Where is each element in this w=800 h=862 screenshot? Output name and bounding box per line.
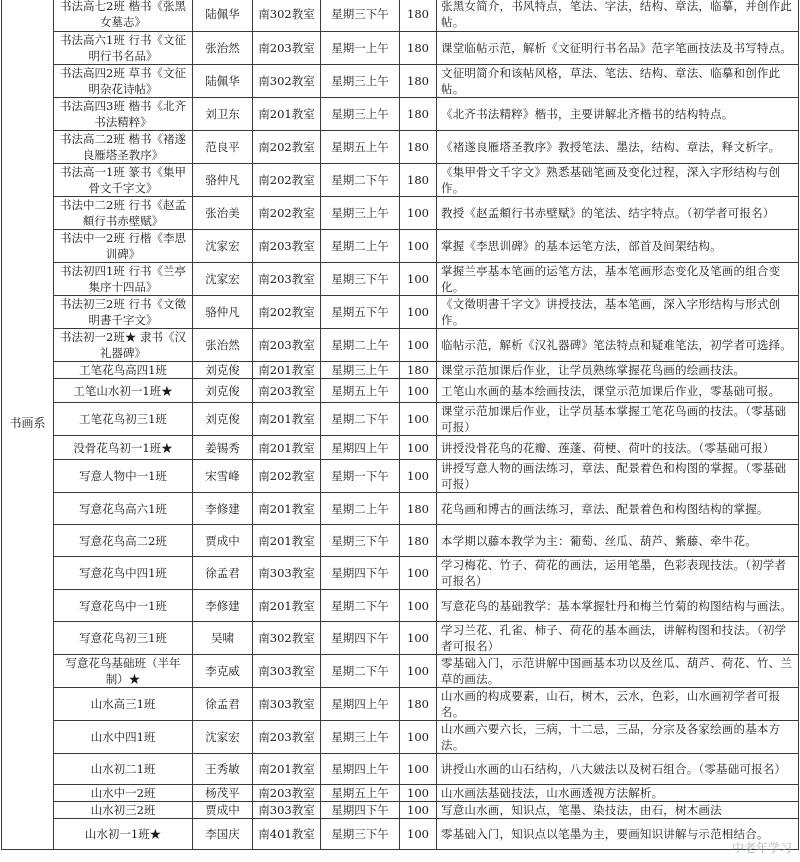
classroom: 南201教室 <box>253 754 321 785</box>
table-row <box>2 819 799 850</box>
table-row <box>2 590 799 622</box>
class-time: 星期四上午 <box>321 436 400 460</box>
teacher-name: 宋雪峰 <box>193 460 253 493</box>
table-row <box>2 32 799 65</box>
teacher-name: 沈家宏 <box>193 230 253 263</box>
course-description: 山水画法基础技法，山水画透视方法解析。 <box>437 785 799 802</box>
course-fee: 100 <box>400 557 437 590</box>
table-row <box>2 493 799 525</box>
class-time: 星期三上午 <box>321 197 400 230</box>
class-time: 星期二下午 <box>321 403 400 436</box>
class-time: 星期一上午 <box>321 32 400 65</box>
course-name: 写意花鸟基础班（半年制）★ <box>54 655 193 688</box>
class-time: 星期三上午 <box>321 721 400 754</box>
course-name: 工笔花鸟初三1班 <box>54 403 193 436</box>
table-row <box>2 557 799 590</box>
course-description: 山水画六要六长，三病，十二忌，三品，分宗及各家绘画的基本方法。 <box>437 721 799 754</box>
class-time: 星期五上午 <box>321 131 400 164</box>
table-row <box>2 263 799 296</box>
teacher-name: 贾成中 <box>193 802 253 819</box>
course-fee: 180 <box>400 65 437 98</box>
classroom: 南303教室 <box>253 655 321 688</box>
course-name: 写意花鸟初三1班 <box>54 622 193 655</box>
course-description: 《北齐书法精粹》楷书，主要讲解北齐楷书的结构特点。 <box>437 98 799 131</box>
course-fee: 100 <box>400 329 437 362</box>
course-name: 写意花鸟高六1班 <box>54 493 193 525</box>
course-name: 山水中四1班 <box>54 721 193 754</box>
class-time: 星期二下午 <box>321 590 400 622</box>
table-row <box>2 436 799 460</box>
teacher-name: 贾成中 <box>193 525 253 557</box>
course-description: 讲授山水画的山石结构，八大皴法以及树石组合。（零基础可报名） <box>437 754 799 785</box>
classroom: 南202教室 <box>253 460 321 493</box>
teacher-name: 范良平 <box>193 131 253 164</box>
class-time: 星期四下午 <box>321 622 400 655</box>
class-time: 星期五上午 <box>321 379 400 403</box>
course-name: 书法初三2班 行书《文徵明書千字文》 <box>54 296 193 329</box>
course-fee: 180 <box>400 688 437 721</box>
class-time: 星期四下午 <box>321 802 400 819</box>
teacher-name: 刘克俊 <box>193 362 253 379</box>
class-time: 星期二下午 <box>321 655 400 688</box>
table-row <box>2 754 799 785</box>
course-description: 《文徵明書千字文》讲授技法，基本笔画，深入字形结构与形式创作。 <box>437 296 799 329</box>
course-name: 工笔花鸟高四1班 <box>54 362 193 379</box>
course-description: 零基础入门，示范讲解中国画基本功以及丝瓜、葫芦、荷花、竹、兰草的画法。 <box>437 655 799 688</box>
course-name: 书法高四3班 楷书《北齐书法精粹》 <box>54 98 193 131</box>
classroom: 南201教室 <box>253 403 321 436</box>
table-row <box>2 785 799 802</box>
class-time: 星期四下午 <box>321 557 400 590</box>
teacher-name: 徐孟君 <box>193 557 253 590</box>
course-name: 书法高四2班 草书《文征明杂花诗帖》 <box>54 65 193 98</box>
course-name: 山水中一2班 <box>54 785 193 802</box>
classroom: 南201教室 <box>253 590 321 622</box>
classroom: 南201教室 <box>253 436 321 460</box>
course-name: 工笔山水初一1班★ <box>54 379 193 403</box>
teacher-name: 刘克俊 <box>193 403 253 436</box>
course-fee: 100 <box>400 785 437 802</box>
course-name: 山水初二1班 <box>54 754 193 785</box>
teacher-name: 张治然 <box>193 32 253 65</box>
teacher-name: 骆仲凡 <box>193 164 253 197</box>
course-fee: 100 <box>400 655 437 688</box>
course-description: 文征明简介和该帖风格，草法、笔法、结构、章法、临摹和创作此帖。 <box>437 65 799 98</box>
course-fee: 100 <box>400 379 437 403</box>
course-name: 山水高三1班 <box>54 688 193 721</box>
classroom: 南201教室 <box>253 525 321 557</box>
course-name: 书法初一2班★ 隶书《汉礼器碑》 <box>54 329 193 362</box>
course-fee: 100 <box>400 460 437 493</box>
class-time: 星期四上午 <box>321 688 400 721</box>
course-fee: 180 <box>400 0 437 32</box>
course-fee: 100 <box>400 436 437 460</box>
classroom: 南203教室 <box>253 379 321 403</box>
course-fee: 180 <box>400 525 437 557</box>
teacher-name: 杨茂平 <box>193 785 253 802</box>
course-name: 书法高七2班 楷书《张黑女墓志》 <box>54 0 193 32</box>
course-name: 写意花鸟高二2班 <box>54 525 193 557</box>
course-name: 书法高六1班 行书《文征明行书名品》 <box>54 32 193 65</box>
course-fee: 100 <box>400 403 437 436</box>
teacher-name: 陆佩华 <box>193 65 253 98</box>
course-fee: 100 <box>400 197 437 230</box>
course-name: 山水初三2班 <box>54 802 193 819</box>
course-description: 课堂临帖示范，解析《文征明行书名品》范字笔画技法及书写特点。 <box>437 32 799 65</box>
course-fee: 180 <box>400 98 437 131</box>
classroom: 南201教室 <box>253 98 321 131</box>
table-row <box>2 362 799 379</box>
course-description: 零基础入门，知识点以笔墨为主，要画知识讲解与示范相结合。 <box>437 819 799 850</box>
classroom: 南203教室 <box>253 230 321 263</box>
course-description: 课堂示范加课后作业，让学员熟练掌握花鸟画的绘画技法。 <box>437 362 799 379</box>
course-description: 课堂示范加课后作业，让学员基本掌握工笔花鸟画的技法。（零基础可报） <box>437 403 799 436</box>
classroom: 南302教室 <box>253 65 321 98</box>
class-time: 星期三下午 <box>321 0 400 32</box>
class-time: 星期五下午 <box>321 296 400 329</box>
classroom: 南203教室 <box>253 32 321 65</box>
class-time: 星期四上午 <box>321 754 400 785</box>
course-fee: 100 <box>400 296 437 329</box>
department-cell: 书画系 <box>2 0 54 850</box>
class-time: 星期三上午 <box>321 362 400 379</box>
class-time: 星期一下午 <box>321 460 400 493</box>
teacher-name: 张治然 <box>193 329 253 362</box>
classroom: 南302教室 <box>253 622 321 655</box>
course-description: 花鸟画和博古的画法练习，章法、配景着色和构图结构的掌握。 <box>437 493 799 525</box>
table-row <box>2 721 799 754</box>
teacher-name: 骆仲凡 <box>193 296 253 329</box>
class-time: 星期五上午 <box>321 785 400 802</box>
course-name: 写意人物中一1班 <box>54 460 193 493</box>
course-name: 没骨花鸟初一1班★ <box>54 436 193 460</box>
course-name: 书法中二2班 行书《赵孟頫行书赤壁赋》 <box>54 197 193 230</box>
teacher-name: 吴啸 <box>193 622 253 655</box>
class-time: 星期二下午 <box>321 164 400 197</box>
teacher-name: 王秀敏 <box>193 754 253 785</box>
classroom: 南303教室 <box>253 802 321 819</box>
teacher-name: 李修建 <box>193 493 253 525</box>
course-fee: 100 <box>400 721 437 754</box>
class-time: 星期三下午 <box>321 819 400 850</box>
course-name: 写意花鸟中一1班 <box>54 590 193 622</box>
class-time: 星期三上午 <box>321 65 400 98</box>
course-description: 掌握《李思训碑》的基本运笔方法，部首及间架结构。 <box>437 230 799 263</box>
course-description: 写意山水画，知识点，笔墨、染技法，由石，树木画法 <box>437 802 799 819</box>
teacher-name: 沈家宏 <box>193 721 253 754</box>
classroom: 南202教室 <box>253 296 321 329</box>
class-time: 星期二上午 <box>321 329 400 362</box>
course-name: 书法高二2班 楷书《褚遂良雁塔圣教序》 <box>54 131 193 164</box>
table-row <box>2 802 799 819</box>
table-row <box>2 403 799 436</box>
class-time: 星期三上午 <box>321 98 400 131</box>
classroom: 南202教室 <box>253 164 321 197</box>
classroom: 南203教室 <box>253 263 321 296</box>
table-row <box>2 296 799 329</box>
course-fee: 100 <box>400 590 437 622</box>
teacher-name: 徐孟君 <box>193 688 253 721</box>
classroom: 南203教室 <box>253 721 321 754</box>
classroom: 南202教室 <box>253 131 321 164</box>
classroom: 南201教室 <box>253 362 321 379</box>
teacher-name: 李国庆 <box>193 819 253 850</box>
course-description: 山水画的构成要素，山石，树木，云水，色彩，山水画初学者可报名。 <box>437 688 799 721</box>
classroom: 南303教室 <box>253 557 321 590</box>
course-table <box>1 0 799 850</box>
teacher-name: 刘卫东 <box>193 98 253 131</box>
table-row <box>2 655 799 688</box>
class-time: 星期三下午 <box>321 525 400 557</box>
class-time: 星期二上午 <box>321 230 400 263</box>
table-row <box>2 65 799 98</box>
watermark-text: 中老年学习 <box>731 841 792 855</box>
table-row <box>2 0 799 32</box>
course-name: 书法中一2班 行楷《李思训碑》 <box>54 230 193 263</box>
course-name: 书法高一1班 篆书《集甲骨文千字文》 <box>54 164 193 197</box>
classroom: 南303教室 <box>253 688 321 721</box>
teacher-name: 姜锡秀 <box>193 436 253 460</box>
course-fee: 180 <box>400 32 437 65</box>
teacher-name: 李修建 <box>193 590 253 622</box>
course-description: 学习梅花、竹子、荷花的画法，运用笔墨，色彩表现技法。（初学者可报名） <box>437 557 799 590</box>
table-row <box>2 329 799 362</box>
course-name: 书法初四1班 行书《兰亭集序十四品》 <box>54 263 193 296</box>
course-description: 本学期以藤本教学为主：葡萄、丝瓜、葫芦、紫藤、牵牛花。 <box>437 525 799 557</box>
course-description: 学习兰花、孔雀、柿子、荷花的基本画法，讲解构图和技法。（初学者可报名） <box>437 622 799 655</box>
table-row <box>2 131 799 164</box>
table-row <box>2 164 799 197</box>
course-fee: 100 <box>400 622 437 655</box>
course-fee: 100 <box>400 802 437 819</box>
table-row <box>2 230 799 263</box>
table-row <box>2 460 799 493</box>
teacher-name: 陆佩华 <box>193 0 253 32</box>
course-fee: 100 <box>400 819 437 850</box>
table-row <box>2 197 799 230</box>
course-name: 写意花鸟中四1班 <box>54 557 193 590</box>
teacher-name: 张治美 <box>193 197 253 230</box>
course-description: 工笔山水画的基本绘画技法，课堂示范加课后作业，零基础可报。 <box>437 379 799 403</box>
teacher-name: 李克威 <box>193 655 253 688</box>
course-fee: 180 <box>400 131 437 164</box>
course-description: 写意花鸟的基础教学：基本掌握牡丹和梅兰竹菊的构图结构与画法。 <box>437 590 799 622</box>
table-row <box>2 622 799 655</box>
teacher-name: 沈家宏 <box>193 263 253 296</box>
course-description: 讲授没骨花鸟的花瓣、莲蓬、荷梗、荷叶的技法。（零基础可报） <box>437 436 799 460</box>
course-fee: 180 <box>400 493 437 525</box>
classroom: 南302教室 <box>253 0 321 32</box>
classroom: 南203教室 <box>253 329 321 362</box>
classroom: 南202教室 <box>253 197 321 230</box>
classroom: 南203教室 <box>253 785 321 802</box>
classroom: 南401教室 <box>253 819 321 850</box>
course-description: 掌握兰亭基本笔画的运笔方法，基本笔画形态变化及笔画的组合变化。 <box>437 263 799 296</box>
course-rows <box>2 0 799 850</box>
course-fee: 180 <box>400 164 437 197</box>
course-fee: 180 <box>400 362 437 379</box>
classroom: 南201教室 <box>253 493 321 525</box>
course-description: 张黑女简介，书风特点，笔法、字法，结构、章法，临摹，并创作此帖。 <box>437 0 799 32</box>
course-fee: 100 <box>400 754 437 785</box>
table-row <box>2 98 799 131</box>
course-fee: 100 <box>400 230 437 263</box>
course-name: 山水初一1班★ <box>54 819 193 850</box>
course-description: 讲授写意人物的画法练习，章法、配景着色和构图的掌握。（零基础可报） <box>437 460 799 493</box>
course-description: 《褚遂良雁塔圣教序》教授笔法、墨法，结构、章法，释文析字。 <box>437 131 799 164</box>
class-time: 星期二上午 <box>321 493 400 525</box>
class-time: 星期三下午 <box>321 263 400 296</box>
course-description: 临帖示范，解析《汉礼器碑》笔法特点和疑难笔法，初学者可选择。 <box>437 329 799 362</box>
table-row <box>2 688 799 721</box>
table-row <box>2 525 799 557</box>
course-description: 《集甲骨文千字文》熟悉基础笔画及变化过程，深入字形结构与创作。 <box>437 164 799 197</box>
course-fee: 100 <box>400 263 437 296</box>
table-row <box>2 379 799 403</box>
course-description: 教授《赵孟頫行书赤壁赋》的笔法、结字特点。（初学者可报名） <box>437 197 799 230</box>
teacher-name: 刘克俊 <box>193 379 253 403</box>
